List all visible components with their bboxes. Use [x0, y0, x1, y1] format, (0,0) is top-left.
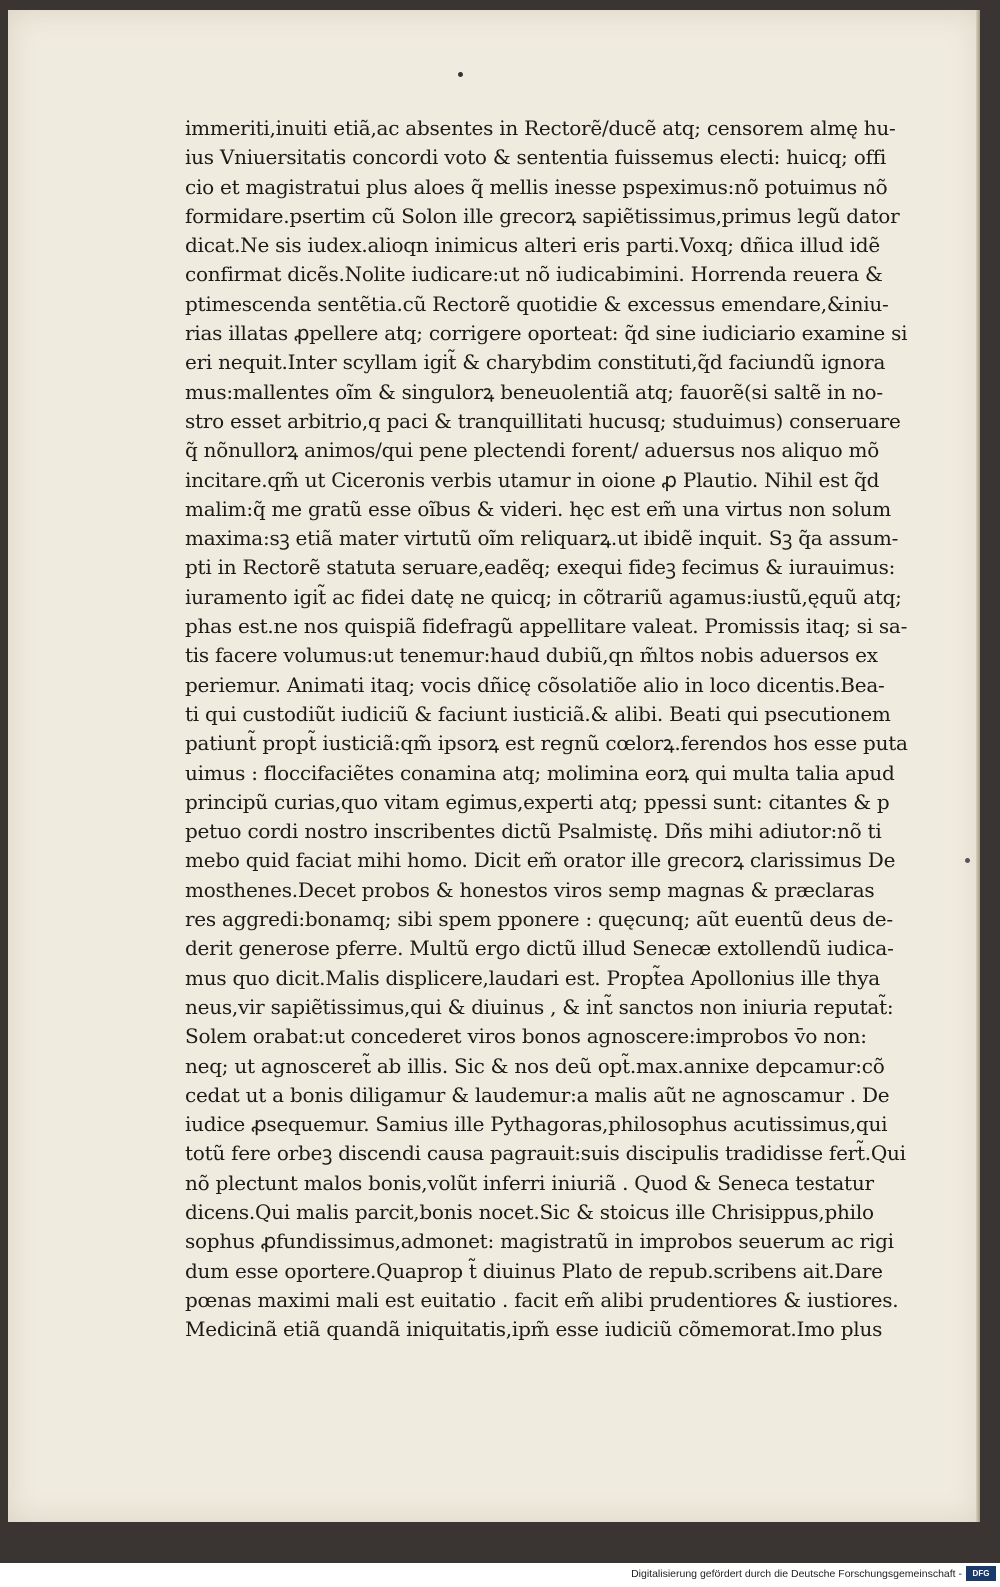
text-line: principũ curias,quo vitam egimus,experti atq; ppessi sunt: citantes & p — [185, 789, 890, 814]
text-line: ptimescenda sentẽtia.cũ Rectorẽ quotidie & excessus emendare,&iniu- — [185, 291, 889, 316]
text-line: pti in Rectorẽ statuta seruare,eadẽq; exequi fideꝫ fecimus & iurauimus: — [185, 555, 896, 580]
text-line: stro esset arbitrio,q paci & tranquillitati hucusq; studuimus) conseruare — [185, 408, 901, 433]
text-line: confirmat dicẽs.Nolite iudicare:ut nõ iudicabimini. Horrenda reuera & — [185, 262, 883, 287]
text-line: q̃ nõnullorꝝ animos/qui pene plectendi forent/ aduersus nos aliquo mõ — [185, 438, 880, 463]
text-line: dum esse oportere.Quaprop t̃ diuinus Plato de repub.scribens ait.Dare — [185, 1258, 883, 1283]
text-line: uimus : floccifaciẽtes conamina atq; molimina eorꝝ qui multa talia apud — [185, 760, 895, 785]
book-page — [8, 10, 980, 1522]
text-line: cio et magistratui plus aloes q̃ mellis inesse pspeximus:nõ potuimus nõ — [185, 174, 888, 199]
text-line: neq; ut agnosceret̃ ab illis. Sic & nos deũ opt̃.max.annixe depcamur:cõ — [185, 1053, 885, 1078]
text-line: mosthenes.Decet probos & honestos viros semp magnas & præclaras — [185, 877, 875, 902]
text-line: patiunt̃ propt̃ iusticiã:qm̃ ipsorꝝ est regnũ cœlorꝝ.ferendos hos esse puta — [185, 731, 908, 756]
text-line: Medicinã etiã quandã iniquitatis,ipm̃ esse iudiciũ cõmemorat.Imo plus — [185, 1317, 883, 1342]
text-line: res aggredi:bonamq; sibi spem pponere : quęcunq; aũt euentũ deus de- — [185, 907, 893, 932]
text-line: petuo cordi nostro inscribentes dictũ Psalmistę. Dñs mihi adiutor:nõ ti — [185, 819, 882, 844]
text-line: Solem orabat:ut concederet viros bonos agnoscere:improbos v̄o non: — [185, 1024, 867, 1049]
text-line: dicens.Qui malis parcit,bonis nocet.Sic & stoicus ille Chrisippus,philo — [185, 1199, 874, 1224]
funding-credit: Digitalisierung gefördert durch die Deutsche Forschungsgemeinschaft - — [631, 1568, 962, 1580]
text-line: nõ plectunt malos bonis,volũt inferri iniuriã . Quod & Seneca testatur — [185, 1170, 874, 1195]
text-line: rias illatas ꝓpellere atq; corrigere oporteat: q̃d sine iudiciario examine si — [185, 321, 908, 346]
page-edge — [976, 10, 980, 1522]
text-line: derit generose pferre. Multũ ergo dictũ illud Senecæ extollendũ iudica- — [185, 936, 894, 961]
text-line: malim:q̃ me gratũ esse oĩbus & videri. hęc est em̃ una virtus non solum — [185, 496, 891, 521]
text-line: mus:mallentes oĩm & singulorꝝ beneuolentiã atq; fauorẽ(si saltẽ in no- — [185, 379, 883, 404]
text-line: periemur. Animati itaq; vocis dñicę cõsolatiõe alio in loco dicentis.Bea- — [185, 672, 885, 697]
dfg-logo: DFG — [966, 1566, 996, 1581]
text-line: eri nequit.Inter scyllam igit̃ & charybdim constituti,q̃d faciundũ ignora — [185, 350, 886, 375]
text-line: iuramento igit̃ ac fidei datę ne quicq; in cõtrariũ agamus:iustũ,ęquũ atq; — [185, 584, 902, 609]
text-line: immeriti,inuiti etiã,ac absentes in Rectorẽ/ducẽ atq; censorem almę hu- — [185, 116, 896, 140]
footer-bar — [0, 1563, 1000, 1587]
text-block — [185, 114, 937, 1344]
text-line: ius Vniuersitatis concordi voto & sententia fuissemus electi: huicq; offi — [185, 145, 886, 170]
text-line: sophus ꝓfundissimus,admonet: magistratũ in improbos seuerum ac rigi — [185, 1229, 894, 1254]
ink-dot-margin — [965, 858, 970, 863]
text-line: neus,vir sapiẽtissimus,qui & diuinus , & int̃ sanctos non iniuria reputat̃: — [185, 994, 894, 1019]
text-line: ti qui custodiũt iudiciũ & faciunt iusticiã.& alibi. Beati qui psecutionem — [185, 701, 891, 726]
text-line: phas est.ne nos quispiã fidefragũ appellitare valeat. Promissis itaq; si sa- — [185, 614, 908, 639]
text-line: incitare.qm̃ ut Ciceronis verbis utamur in oione ꝓ Plautio. Nihil est q̃d — [185, 467, 880, 492]
text-line: mebo quid faciat mihi homo. Dicit em̃ orator ille grecorꝝ clarissimus De — [185, 848, 896, 873]
ink-dot — [458, 72, 463, 77]
text-line: mus quo dicit.Malis displicere,laudari est. Propt̃ea Apollonius ille thya — [185, 965, 880, 990]
text-line: pœnas maximi mali est euitatio . facit em̃ alibi prudentiores & iustiores. — [185, 1287, 899, 1312]
text-line: cedat ut a bonis diligamur & laudemur:a malis aũt ne agnoscamur . De — [185, 1082, 890, 1107]
text-line: tis facere volumus:ut tenemur:haud dubiũ,qn m̃ltos nobis aduersos ex — [185, 643, 878, 668]
text-line: formidare.psertim cũ Solon ille grecorꝝ sapiẽtissimus,primus legũ dator — [185, 203, 900, 228]
text-line: maxima:sꝫ etiã mater virtutũ oĩm reliquarꝝ.ut ibidẽ inquit. Sꝫ q̃a assum- — [185, 526, 899, 551]
text-line: totũ fere orbeꝫ discendi causa pagrauit:suis discipulis tradidisse fert̃.Qui — [185, 1141, 906, 1166]
text-line: iudice ꝓsequemur. Samius ille Pythagoras,philosophus acutissimus,qui — [185, 1112, 888, 1137]
text-line: dicat.Ne sis iudex.alioqn inimicus alteri eris parti.Voxq; dñica illud idẽ — [185, 233, 880, 258]
